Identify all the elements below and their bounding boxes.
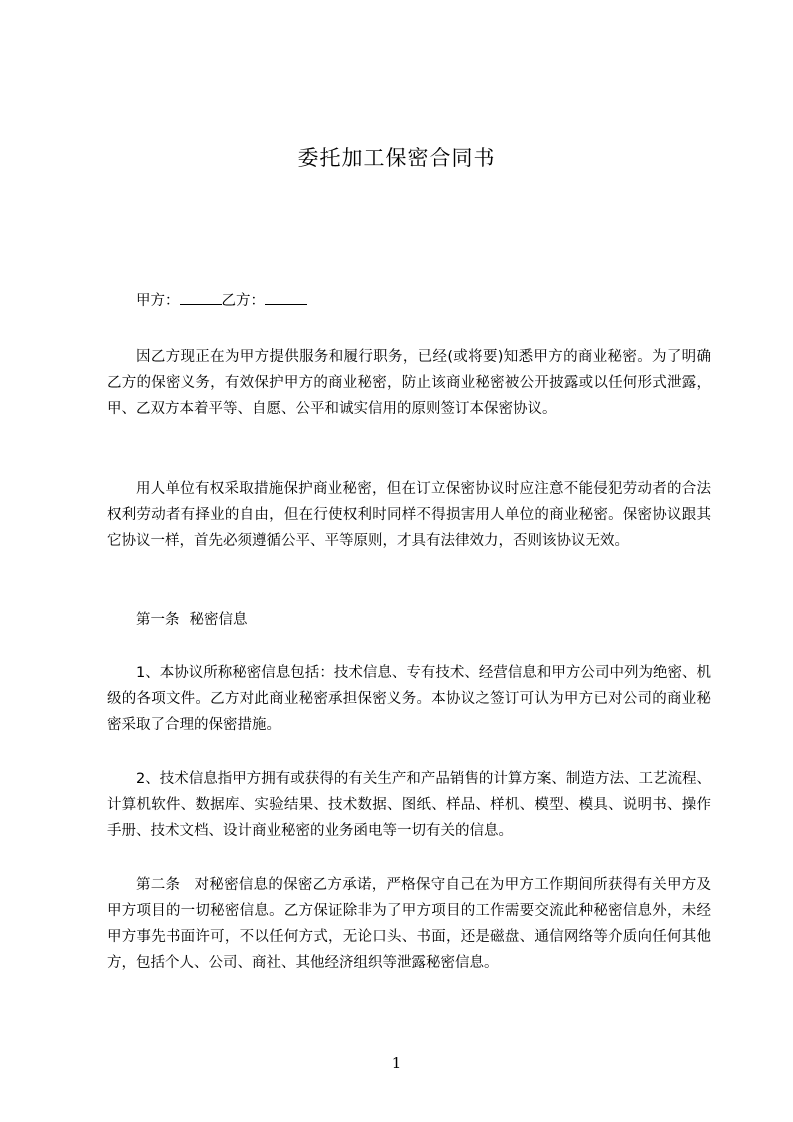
party-a-blank xyxy=(180,292,222,305)
intro-text: 因乙方现正在为甲方提供服务和履行职务，已经(或将要)知悉甲方的商业秘密。为了明确乙方的保密义务，有效保护甲方的商业秘密，防止该商业秘密被公开披露或以任何形式泄露，甲、乙双方本着平等、自愿、公平和诚实信用的原则签订本保密协议。 xyxy=(107,349,711,417)
article-1-number: 第一条 xyxy=(136,612,180,628)
party-a-label: 甲方： xyxy=(136,293,180,309)
article-2-number: 第二条 xyxy=(136,877,181,893)
article-1-title: 秘密信息 xyxy=(189,612,248,628)
article-1-clause-2 xyxy=(107,766,711,844)
employer-text: 用人单位有权采取措施保护商业秘密，但在订立保密协议时应注意不能侵犯劳动者的合法权利劳动者有择业的自由，但在行使权利时同样不得损害用人单位的商业秘密。保密协议跟其它协议一样，首先必须遵循公平、平等原则，才具有法律效力，否则该协议无效。 xyxy=(107,481,711,549)
article-1-heading xyxy=(107,607,711,633)
page-number: 1 xyxy=(391,1054,402,1072)
article-1-clause-1 xyxy=(107,660,711,738)
clause-1-text: 1、本协议所称秘密信息包括：技术信息、专有技术、经营信息和甲方公司中列为绝密、机级的各项文件。乙方对此商业秘密承担保密义务。本协议之签订可认为甲方已对公司的商业秘密采取了合理的保密措施。 xyxy=(107,665,711,733)
document-title: 委托加工保密合同书 xyxy=(297,146,496,170)
article-2-text: 对秘密信息的保密乙方承诺，严格保守自己在为甲方工作期间所获得有关甲方及甲方项目的一切秘密信息。乙方保证除非为了甲方项目的工作需要交流此种秘密信息外，未经甲方事先书面许可，不以任何方式，无论口头、书面，还是磁盘、通信网络等介质向任何其他方，包括个人、公司、商社、其他经济组织等泄露秘密信息。 xyxy=(107,877,712,971)
article-2-paragraph xyxy=(107,872,711,976)
clause-2-text: 2、技术信息指甲方拥有或获得的有关生产和产品销售的计算方案、制造方法、工艺流程、计算机软件、数据库、实验结果、技术数据、图纸、样品、样机、模型、模具、说明书、操作手册、技术文档、设计商业秘密的业务函电等一切有关的信息。 xyxy=(107,771,711,839)
intro-paragraph xyxy=(107,344,711,422)
party-b-label: 乙方： xyxy=(221,293,265,309)
employer-paragraph xyxy=(107,476,711,554)
parties-line xyxy=(107,288,711,314)
party-b-blank xyxy=(265,292,307,305)
